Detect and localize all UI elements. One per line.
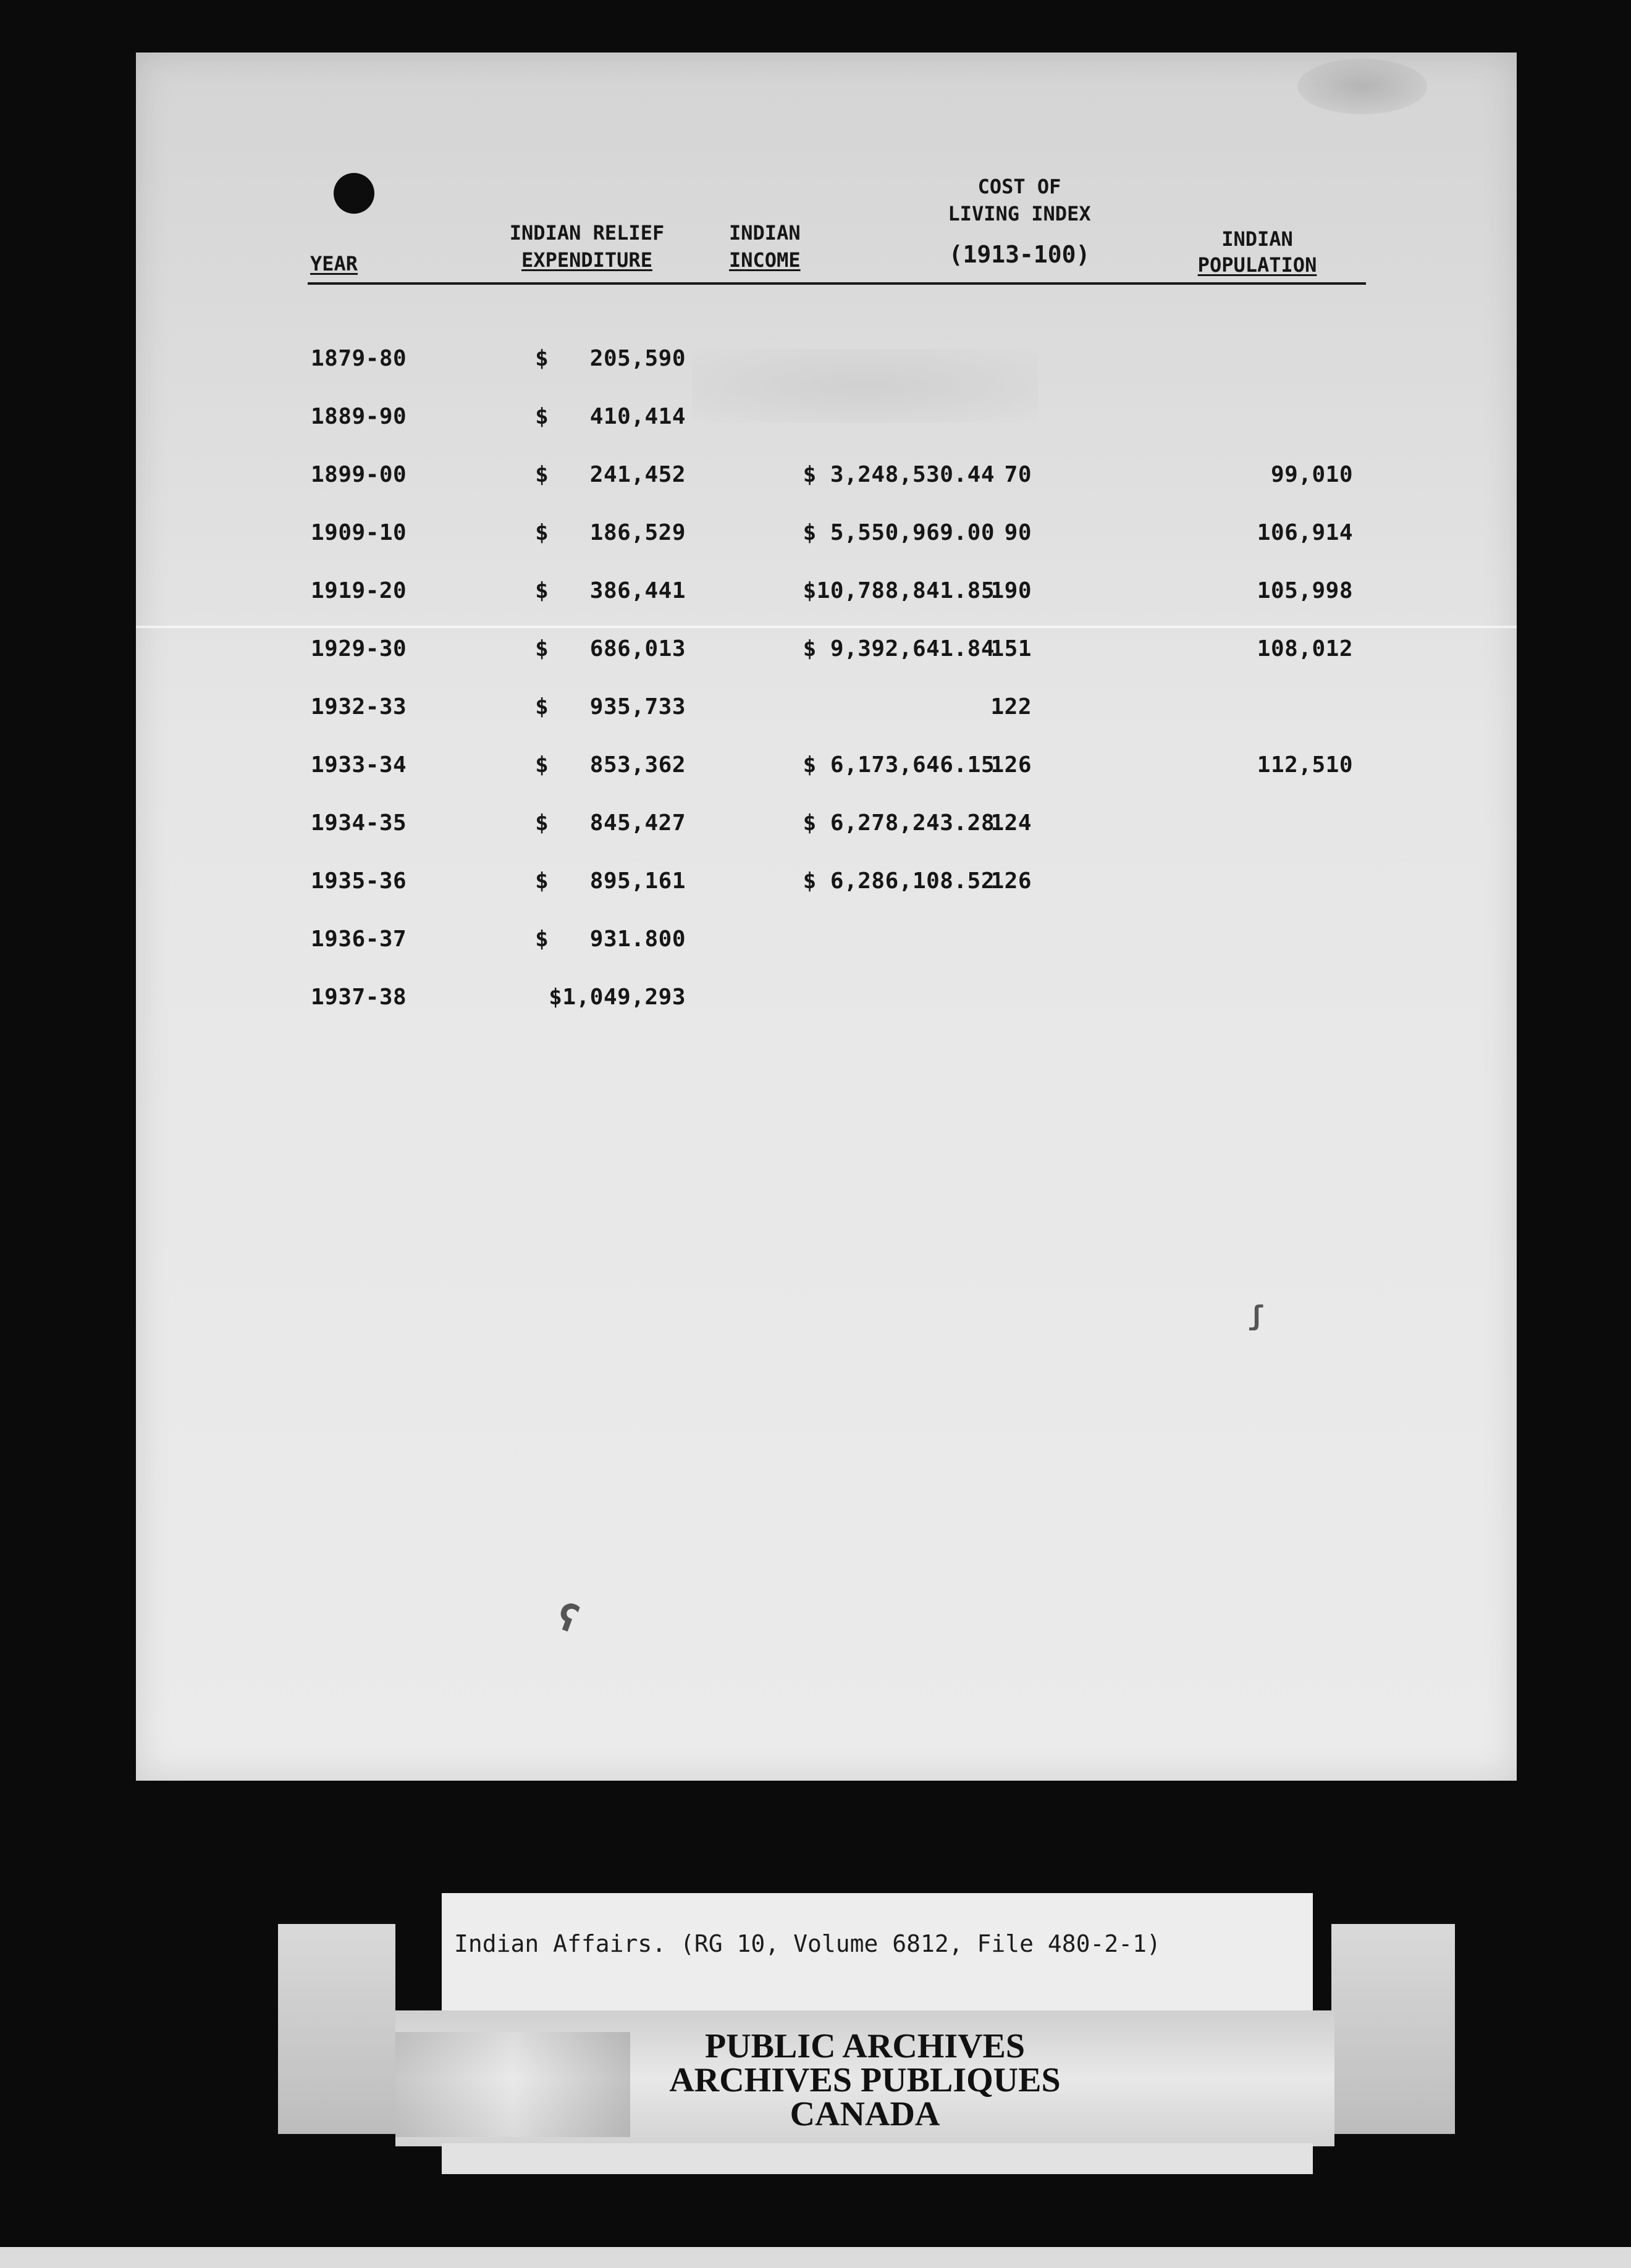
ink-squiggle: ʕ <box>549 1594 586 1643</box>
header-income-line1: INDIAN <box>729 221 801 245</box>
year-cell: 1936-37 <box>311 926 407 952</box>
stamp-line-2: ARCHIVES PUBLIQUES <box>669 2061 1061 2099</box>
header-rule <box>308 282 1366 285</box>
population-cell: 112,510 <box>1257 752 1353 778</box>
year-cell: 1932-33 <box>311 694 407 720</box>
header-pop-line1: INDIAN <box>1221 227 1293 251</box>
table-row <box>136 694 1517 725</box>
relief-cell: $ 853,362 <box>535 752 686 778</box>
stamp-line-3: CANADA <box>790 2095 940 2133</box>
stain-mark <box>1297 59 1427 114</box>
table-row <box>136 520 1517 551</box>
table-row <box>136 578 1517 609</box>
relief-cell: $ 935,733 <box>535 694 686 720</box>
header-col-line3: (1913-100) <box>948 241 1090 268</box>
table-row <box>136 810 1517 841</box>
header-year: YEAR <box>310 252 358 275</box>
table-row <box>136 752 1517 783</box>
year-cell: 1919-20 <box>311 578 407 603</box>
tape-wrinkle <box>395 2032 630 2137</box>
stamp-line-1: PUBLIC ARCHIVES <box>704 2027 1026 2065</box>
header-relief-line1: INDIAN RELIEF <box>509 221 665 245</box>
income-cell: $ 9,392,641.84 <box>803 636 995 662</box>
hole-punch <box>334 173 374 214</box>
cost-of-living-cell: 190 <box>990 578 1032 603</box>
year-cell: 1889-90 <box>311 404 407 429</box>
income-cell: $ 5,550,969.00 <box>803 520 995 545</box>
archive-reference: Indian Affairs. (RG 10, Volume 6812, File 480-2-1) <box>454 1930 1161 1957</box>
header-col-line1: COST OF <box>977 175 1061 198</box>
relief-cell: $1,049,293 <box>549 985 686 1010</box>
cost-of-living-cell: 70 <box>1004 462 1032 487</box>
relief-cell: $ 931.800 <box>535 926 686 952</box>
year-cell: 1879-80 <box>311 346 407 371</box>
cost-of-living-cell: 124 <box>990 810 1032 836</box>
relief-cell: $ 686,013 <box>535 636 686 662</box>
header-col-line2: LIVING INDEX <box>948 202 1091 225</box>
header-relief-line2: EXPENDITURE <box>521 248 652 272</box>
label-strip <box>442 2143 1313 2174</box>
cost-of-living-cell: 126 <box>990 868 1032 894</box>
population-cell: 106,914 <box>1257 520 1353 545</box>
income-cell: $10,788,841.85 <box>803 578 995 603</box>
income-cell: $ 6,278,243.28 <box>803 810 995 836</box>
cost-of-living-cell: 90 <box>1004 520 1032 545</box>
year-cell: 1935-36 <box>311 868 407 894</box>
header-income-line2: INCOME <box>729 248 801 272</box>
relief-cell: $ 845,427 <box>535 810 686 836</box>
ink-mark: ʃ <box>1248 1300 1265 1332</box>
table-row <box>136 404 1517 435</box>
year-cell: 1933-34 <box>311 752 407 778</box>
year-cell: 1937-38 <box>311 985 407 1010</box>
cost-of-living-cell: 126 <box>990 752 1032 778</box>
tape-right <box>1331 1924 1455 2134</box>
cost-of-living-cell: 151 <box>990 636 1032 662</box>
cost-of-living-cell: 122 <box>990 694 1032 720</box>
income-cell: $ 6,173,646.15 <box>803 752 995 778</box>
population-cell: 99,010 <box>1270 462 1353 487</box>
document-sheet <box>136 52 1517 1781</box>
relief-cell: $ 386,441 <box>535 578 686 603</box>
fold-crease <box>136 626 1517 628</box>
year-cell: 1934-35 <box>311 810 407 836</box>
income-cell: $ 6,286,108.52 <box>803 868 995 894</box>
table-row <box>136 462 1517 493</box>
relief-cell: $ 205,590 <box>535 346 686 371</box>
table-row <box>136 985 1517 1015</box>
relief-cell: $ 895,161 <box>535 868 686 894</box>
header-pop-line2: POPULATION <box>1197 253 1317 277</box>
relief-cell: $ 186,529 <box>535 520 686 545</box>
table-row <box>136 346 1517 377</box>
year-cell: 1929-30 <box>311 636 407 662</box>
population-cell: 105,998 <box>1257 578 1353 603</box>
tape-left <box>278 1924 395 2134</box>
relief-cell: $ 410,414 <box>535 404 686 429</box>
population-cell: 108,012 <box>1257 636 1353 662</box>
income-cell: $ 3,248,530.44 <box>803 462 995 487</box>
table-row <box>136 868 1517 899</box>
bottom-band <box>0 2247 1631 2268</box>
table-row <box>136 636 1517 667</box>
year-cell: 1909-10 <box>311 520 407 545</box>
year-cell: 1899-00 <box>311 462 407 487</box>
relief-cell: $ 241,452 <box>535 462 686 487</box>
table-row <box>136 926 1517 957</box>
